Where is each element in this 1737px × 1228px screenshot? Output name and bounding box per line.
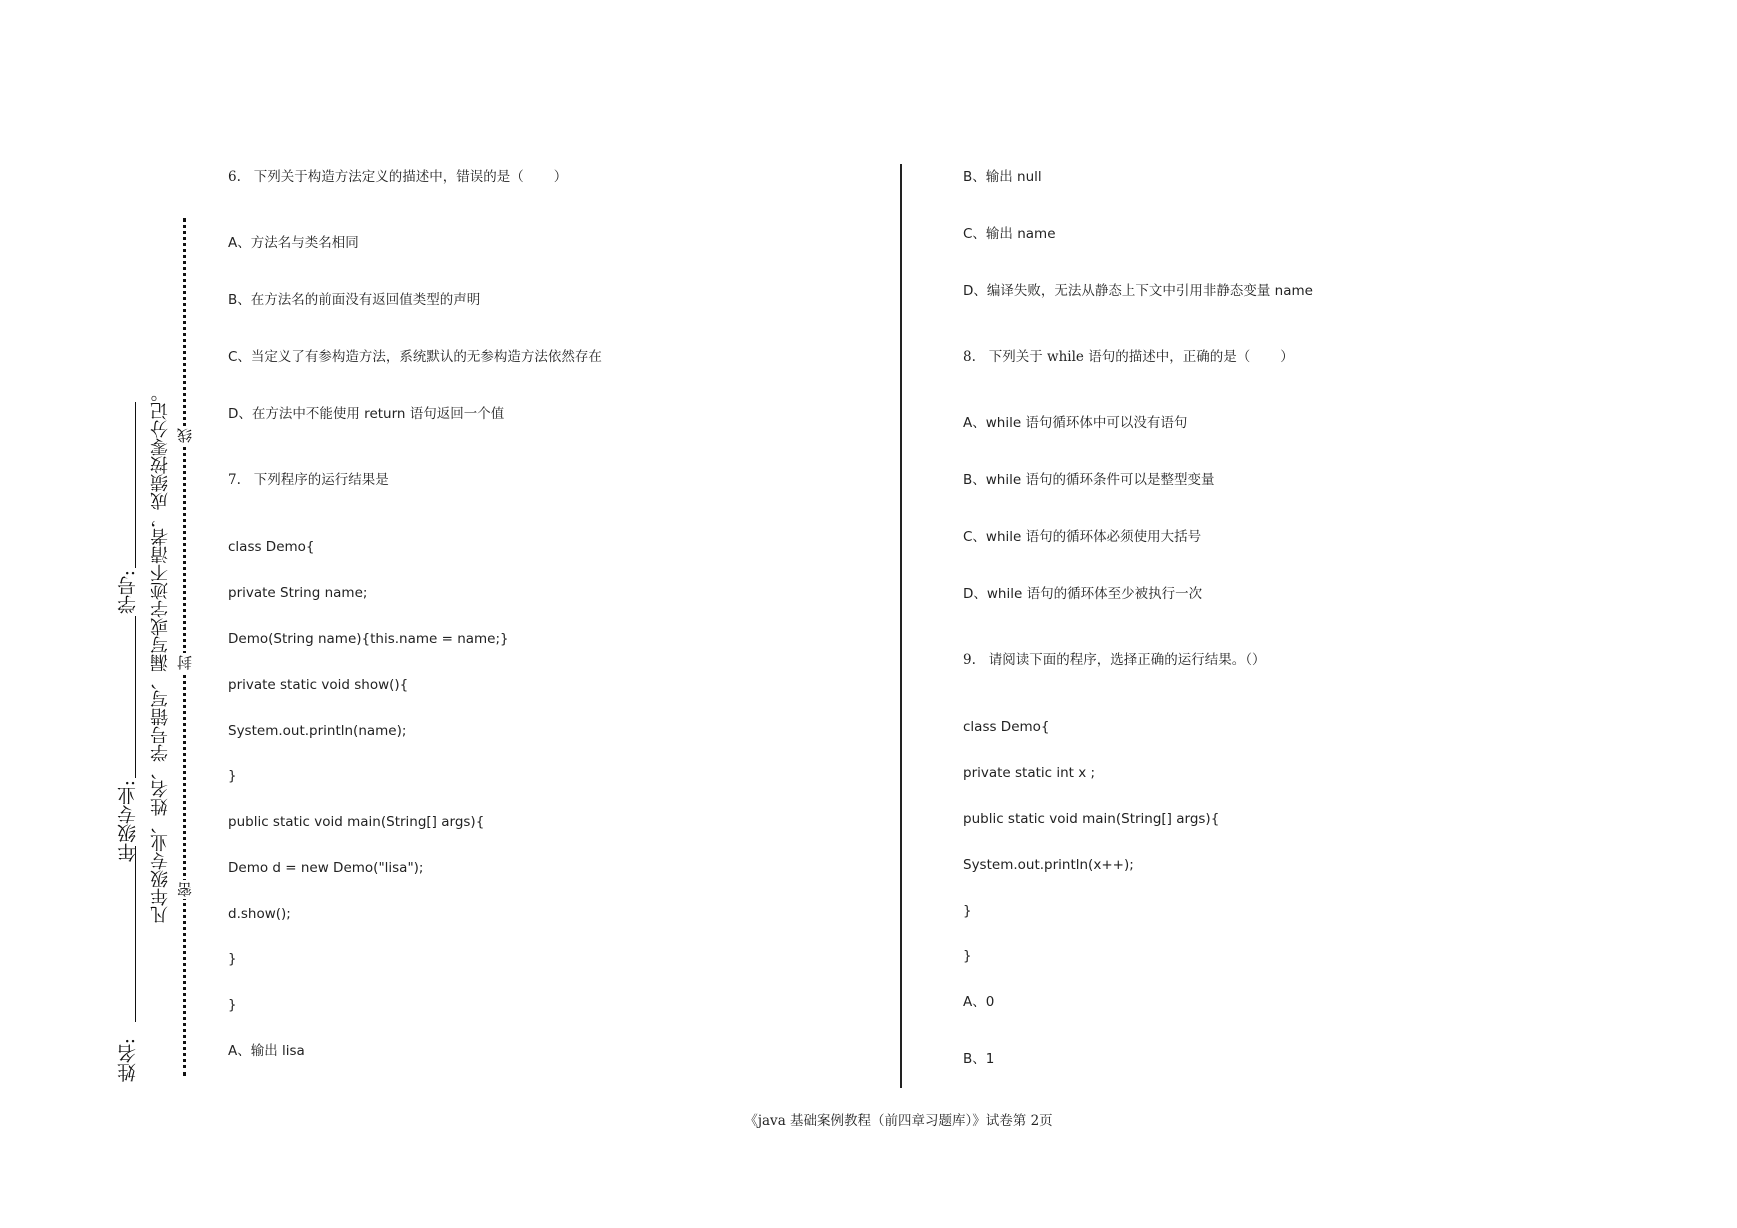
q7-code-line: Demo(String name){this.name = name;} [228,631,509,647]
question-8-option-c: C、while 语句的循环体必须使用大括号 [963,529,1202,545]
question-6-option-b: B、在方法名的前面没有返回值类型的声明 [228,292,481,308]
q9-code-line: } [963,903,972,919]
question-7-option-d: D、编译失败，无法从静态上下文中引用非静态变量 name [963,283,1313,299]
name-underline [135,846,136,1022]
q9-code-line: class Demo{ [963,719,1050,735]
q9-code-line: System.out.println(x++); [963,857,1134,873]
major-underline [135,616,136,778]
seal-char-xian: 线 [176,428,194,443]
q7-code-line: public static void main(String[] args){ [228,814,485,830]
major-label: 年级专业: [117,780,139,863]
seal-dotted-line [183,218,186,1076]
q9-code-line: private static int x ; [963,765,1096,781]
q7-code-line: private String name; [228,585,368,601]
q9-code-line: public static void main(String[] args){ [963,811,1220,827]
question-8-stem: 8. 下列关于 while 语句的描述中，正确的是（ ） [963,349,1294,365]
question-7-option-b: B、输出 null [963,169,1042,185]
seal-char-feng: 封 [176,655,194,670]
q7-code-line: class Demo{ [228,539,315,555]
question-7-option-c: C、输出 name [963,226,1056,242]
q7-code-line: System.out.println(name); [228,723,407,739]
binding-notice: 凡年级专业、姓名、学号错写、漏写或字迹不清者，成绩按零分记。 [150,384,171,924]
question-8-option-d: D、while 语句的循环体至少被执行一次 [963,586,1203,602]
question-6-stem: 6. 下列关于构造方法定义的描述中，错误的是（ ） [228,169,568,185]
question-9-option-a: A、0 [963,994,995,1010]
question-6-option-a: A、方法名与类名相同 [228,235,359,251]
question-7-stem: 7. 下列程序的运行结果是 [228,472,389,488]
question-7-option-a: A、输出 lisa [228,1043,305,1059]
question-8-option-a: A、while 语句循环体中可以没有语句 [963,415,1188,431]
q7-code-line: } [228,951,237,967]
name-label: 姓名: [117,1038,139,1083]
q7-code-line: } [228,997,237,1013]
q7-code-line: d.show(); [228,906,291,922]
question-6-option-d: D、在方法中不能使用 return 语句返回一个值 [228,406,505,422]
question-6-option-c: C、当定义了有参构造方法，系统默认的无参构造方法依然存在 [228,349,602,365]
seal-char-mi: 密 [176,882,194,897]
question-8-option-b: B、while 语句的循环条件可以是整型变量 [963,472,1215,488]
q7-code-line: private static void show(){ [228,677,409,693]
column-divider [900,164,902,1088]
q7-code-line: Demo d = new Demo("lisa"); [228,860,424,876]
question-9-stem: 9. 请阅读下面的程序，选择正确的运行结果。（） [963,652,1266,668]
q9-code-line: } [963,948,972,964]
student-id-label: 学号: [117,570,139,615]
student-id-underline [135,402,136,568]
page-footer: 《java 基础案例教程（前四章习题库）》试卷第 2页 [744,1113,1053,1129]
question-9-option-b: B、1 [963,1051,995,1067]
q7-code-line: } [228,768,237,784]
